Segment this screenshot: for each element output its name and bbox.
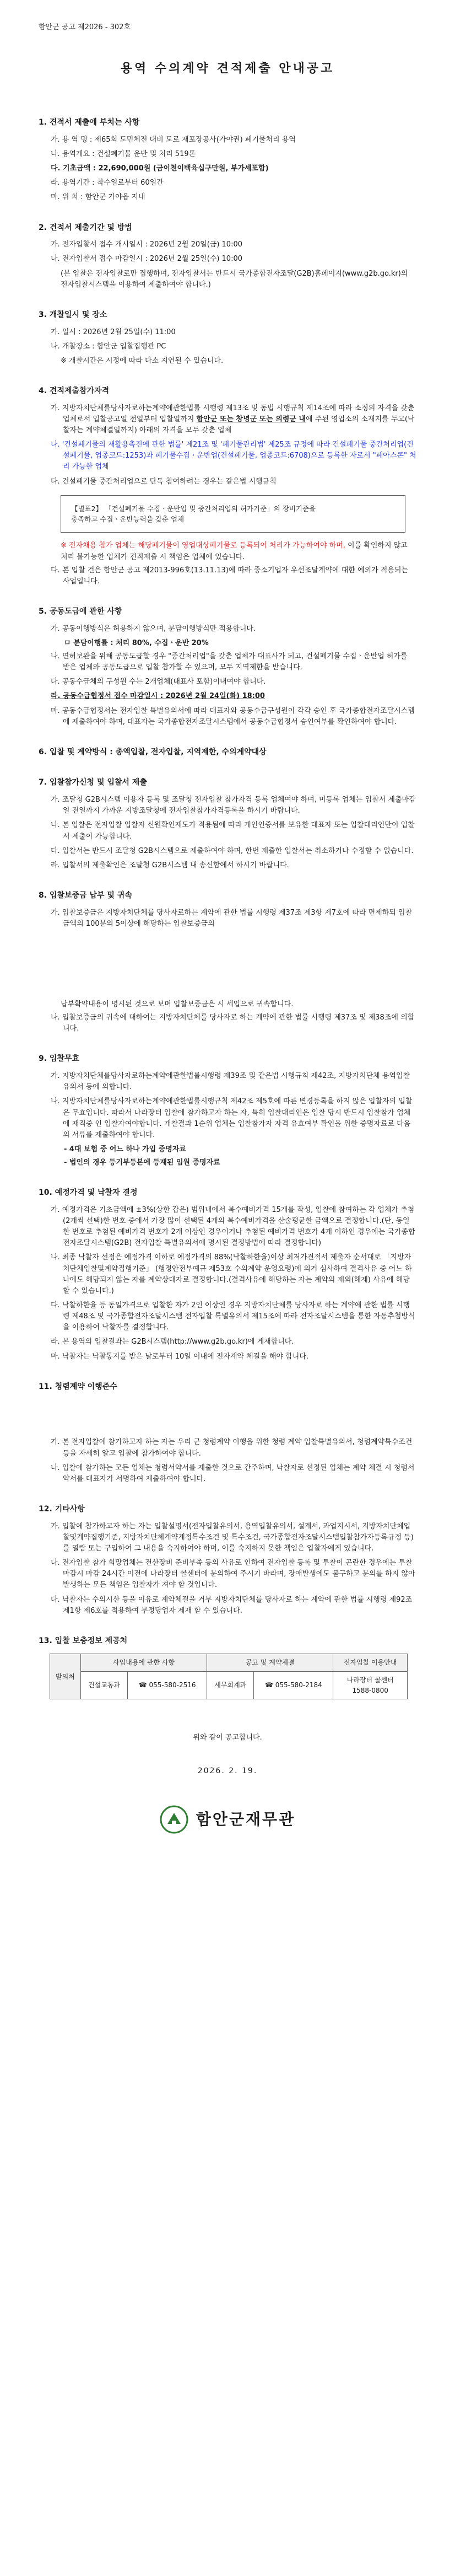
section-2 bbox=[39, 222, 416, 291]
sub-item: - 법인의 경우 등기부등본에 등재된 임원 증명자료 bbox=[64, 1158, 220, 1167]
criteria-line: 【별표2】 「건설폐기물 수집ㆍ운반업 및 중간처리업의 허가기준」의 장비기준을 bbox=[71, 504, 316, 513]
table-cell bbox=[333, 1672, 408, 1699]
blank-gap bbox=[39, 933, 416, 999]
list-item: 가. 용 역 명 : 제65회 도민체전 대비 도로 재포장공사(가야권) 폐기물처리 용역 bbox=[51, 135, 296, 144]
list-item: 가. 입찰에 참가하고자 하는 자는 입찰설명서(전자입찰유의서, 용역입찰유의서, 설계서, 과업지시서, 지방자치단체입찰및계약집행기준, 지방자치단체계약계정특수조건 및 특수조건, 국가종합전자조달시스템입찰참가자등록규정 등)를 열람 또는 구입하여 그 내용을 숙지하여야 하며, 이를 숙지하지 못한 책임은 입찰자에게 있습니다. bbox=[51, 1522, 414, 1553]
list-item: 나. 입찰에 참가하는 모든 업체는 청렴서약서를 제출한 것으로 간주하며, 낙찰자로 선정된 업체는 계약 체결 시 청렴서약서를 대표자가 서명하여 제출하여야 합니다. bbox=[51, 1463, 415, 1483]
section-7 bbox=[39, 777, 416, 871]
note-text: ※ 개찰시간은 시정에 따라 다소 지연될 수 있습니다. bbox=[61, 356, 224, 365]
warning-note bbox=[39, 540, 416, 562]
qualification-text: 가. 지방자치단체를당사자로하는계약에관한법률 시행령 제13조 및 동법 시행규칙 제14조에 따라 소정의 자격을 갖춘 업체로서 입찰공고일 전일부터 입찰일까지 bbox=[51, 404, 415, 423]
table-cell: 공고 및 계약체결 bbox=[207, 1654, 333, 1672]
signature-block bbox=[39, 1805, 416, 1834]
list-item: 납부확약내용이 명시된 것으로 보며 입찰보증금은 시 세입으로 귀속합니다. bbox=[61, 1000, 294, 1008]
list-item: 나. 전자입찰 참가 희망업체는 전산장비 준비부족 등의 사유로 인하여 전자입찰 등록 및 투찰이 곤란한 경우에는 투찰마감시 마감 24시간 이전에 나라장터 콜센터에 문의하여 주시기 바라며, 장애발생에도 불구하고 문의를 하지 않아 발생하는 모든 책임은 입찰자가 져야 할 것입니다. bbox=[51, 1559, 415, 1590]
list-item: 다. 낙찰자는 수의시산 등을 이유로 계약체결을 거부 지방자치단체를 당사자로 하는 계약에 관한 법률 시행령 제92조 제1항 제6호를 적용하여 부정당업자 제재 할 수 있습니다. bbox=[51, 1595, 413, 1615]
note-text: (본 입찰은 전자입찰로만 집행하며, 전자입찰서는 반드시 국가종합전자조달(G2B)홈페이지(www.g2b.go.kr)의 전자입찰시스템을 이용하여 제출하여야 합니다.) bbox=[61, 269, 408, 289]
table-cell: ☎ 055-580-2184 bbox=[254, 1672, 333, 1699]
section-12 bbox=[39, 1504, 416, 1617]
section-6 bbox=[39, 747, 416, 759]
list-item: 가. 공동이행방식은 허용하지 않으며, 분담이행방식만 적용합니다. bbox=[51, 624, 256, 633]
section-heading: 1. 견적서 제출에 부치는 사항 bbox=[39, 118, 140, 127]
list-item: 다. 건설폐기물 중간처리업으로 단독 참여하려는 경우는 같은법 시행규칙 bbox=[51, 477, 277, 486]
table-cell: 사업내용에 관한 사항 bbox=[80, 1654, 207, 1672]
contact-table bbox=[50, 1654, 408, 1699]
qualification-text: 에 주된 영업소의 소재지를 두고(낙찰자는 계약체결일까지) 아래의 자격을 모두 갖춘 업체 bbox=[63, 415, 415, 434]
list-item: 다. 입찰서는 반드시 조달청 G2B시스템으로 제출하여야 하며, 한번 제출한 입찰서는 취소하거나 수정할 수 없습니다. bbox=[51, 846, 414, 855]
section-heading: 3. 개찰일시 및 장소 bbox=[39, 310, 107, 319]
contact-phone: 1588-0800 bbox=[352, 1686, 388, 1694]
list-item: 나. 면허보완을 위해 공동도급할 경우 "중간처리업"을 갖춘 업체가 대표사가 되고, 건설폐기물 수집ㆍ운반업 허가를 받은 업체와 공동도급으로 입찰 참가할 수 있으며, 모두 지역제한을 받습니다. bbox=[51, 652, 408, 672]
section-9 bbox=[39, 1053, 416, 1168]
section-10 bbox=[39, 1187, 416, 1362]
section-1 bbox=[39, 117, 416, 203]
section-heading: 7. 입찰참가신청 및 입찰서 제출 bbox=[39, 778, 147, 787]
table-cell: 세무회계과 bbox=[207, 1672, 254, 1699]
list-item: 다. 낙찰하한율 등 동일가격으로 입찰한 자가 2인 이상인 경우 지방자치단체를 당사자로 하는 계약에 관한 법률 시행령 제48조 및 국가종합전자조달시스템 전자입찰 특별유의서 제15조에 따라 전자조달시스템을 통한 자동추첨방식을 이용하여 낙찰자를 결정합니다. bbox=[51, 1301, 415, 1332]
doc-number: 함안군 공고 제2026 - 302호 bbox=[39, 23, 131, 31]
list-item: 다. 기초금액 : 22,690,000원 (금이천이백육십구만원, 부가세포함) bbox=[51, 164, 269, 173]
table-cell: 건설교통과 bbox=[80, 1672, 127, 1699]
issuer-name: 함안군재무관 bbox=[196, 1810, 296, 1829]
section-heading: 8. 입찰보증금 납부 및 귀속 bbox=[39, 891, 132, 900]
table-row bbox=[50, 1654, 408, 1672]
section-heading: 13. 입찰 보충정보 제공처 bbox=[39, 1636, 128, 1645]
contact-name: 나라장터 콜센터 bbox=[346, 1676, 394, 1684]
list-item: 가. 일시 : 2026년 2월 25일(수) 11:00 bbox=[51, 328, 176, 336]
criteria-box bbox=[61, 495, 405, 533]
warning-text: ※ 전자채용 참가 업체는 해당폐기물이 영업대상폐기물로 등록되어 처리가 가능하여야 하며, bbox=[61, 541, 345, 550]
sub-item: ㅁ 분담이행률 : 처리 80%, 수집ㆍ운반 20% bbox=[64, 638, 209, 647]
list-item: 나. 개찰장소 : 함안군 입찰집행관 PC bbox=[51, 342, 166, 351]
list-item: 다. 공동수급체의 구성원 수는 2개업체(대표사 포함)이내여야 합니다. bbox=[51, 678, 266, 686]
section-heading: 5. 공동도급에 관한 사항 bbox=[39, 607, 122, 616]
table-row bbox=[50, 1672, 408, 1699]
section-heading: 12. 기타사항 bbox=[39, 1504, 85, 1514]
section-8 bbox=[39, 890, 416, 1034]
list-item: 다. 본 입찰 건은 함안군 공고 제2013-996호(13.11.13)에 따라 중소기업자 우선조달계약에 대한 예외가 적용되는 사업입니다. bbox=[51, 566, 408, 586]
criteria-line: 충족하고 수집ㆍ운반능력을 갖춘 업체 bbox=[71, 515, 185, 524]
section-heading: 9. 입찰무효 bbox=[39, 1054, 80, 1064]
section-13 bbox=[39, 1635, 416, 1699]
list-item: 나. 전자입찰서 접수 마감일시 : 2026년 2월 25일(수) 10:00 bbox=[51, 255, 243, 264]
list-item: 가. 본 전자입찰에 참가하고자 하는 자는 우리 군 청렴계약 이행을 위한 청렴 계약 입찰특별유의서, 청렴계약특수조건 등을 자세히 알고 입찰에 참가하여야 합니다. bbox=[51, 1438, 413, 1458]
list-item: 가. 입찰보증금은 지방자치단체를 당사자로하는 계약에 관한 법률 시행령 제37조 제3항 제7호에 따라 면제하되 입찰금액의 100분의 5이상에 해당하는 입찰보증금의 bbox=[51, 908, 413, 928]
section-heading: 4. 견적제출참가자격 bbox=[39, 386, 110, 395]
section-heading: 6. 입찰 및 계약방식 : 총액입찰, 전자입찰, 지역제한, 수의계약대상 bbox=[39, 747, 267, 756]
sub-item: - 4대 보험 중 어느 하나 가입 증명자료 bbox=[64, 1145, 186, 1153]
issue-date: 2026. 2. 19. bbox=[197, 1767, 258, 1776]
list-item: 가. 조달청 G2B시스템 이용자 등록 및 조달청 전자입찰 참가자격 등록 업체여야 하며, 미등록 업체는 입찰서 제출마감일 전일까지 가까운 지방조달청에 전자입찰참가자격등록을 하시기 바랍니다. bbox=[51, 796, 416, 815]
table-cell: 발의처 bbox=[50, 1654, 81, 1699]
blank-gap bbox=[39, 1398, 416, 1437]
list-item: 마. 위 치 : 함안군 가야읍 지내 bbox=[51, 193, 145, 202]
list-item: 나. 용역개요 : 건설폐기물 운반 및 처리 519톤 bbox=[51, 150, 196, 159]
list-item: 마. 공동수급협정서는 전자입찰 특별유의서에 따라 대표자와 공동수급구성원이 각각 승인 후 국가종합전자조달시스템에 제출하여야 하며, 대표자는 국가종합전자조달시스템에서 공동수급협정서 승인여부를 확인하여야 합니다. bbox=[51, 706, 415, 726]
list-item: 나. 최종 낙찰자 선정은 예정가격 이하로 예정가격의 88%(낙찰하한율)이상 최저가견적서 제출자 순서대로 「지방자치단체입찰및계약집행기준」 (행정안전부예규 제53호 수의계약 운영요령)에 의거 심사하여 결격사유 중 어느 하나에도 해당되지 않는 자를 계약상대자로 결정합니다.(결격사유에 해당하는 자는 계약의 제외(해제) 사유에 해당할 수 있습니다.) bbox=[51, 1253, 412, 1295]
section-heading: 11. 청렴계약 이행준수 bbox=[39, 1382, 117, 1391]
page-title: 용역 수의계약 견적제출 안내공고 bbox=[120, 62, 335, 76]
section-3 bbox=[39, 309, 416, 367]
county-emblem-icon bbox=[160, 1805, 188, 1834]
section-4 bbox=[39, 385, 416, 587]
section-heading: 10. 예정가격 및 낙찰자 결정 bbox=[39, 1188, 138, 1198]
list-item bbox=[44, 403, 416, 436]
table-cell: 전자입찰 이용안내 bbox=[333, 1654, 408, 1672]
list-item: 라. 공동수급협정서 접수 마감일시 : 2026년 2월 24일(화) 18:00 bbox=[51, 692, 265, 701]
list-item: 나. 입찰보증금의 귀속에 대하여는 지방자치단체를 당사자로 하는 계약에 관한 법률 시행령 제37조 및 제38조에 의합니다. bbox=[51, 1013, 415, 1033]
list-item: 가. 예정가격은 기초금액에 ±3%(상한 갑은) 범위내에서 복수예비가격 15개를 작성, 입찰에 참여하는 각 업체가 추첨(2개씩 선택)한 번호 중에서 가장 많이 선택된 4개의 복수예비가격을 산술평균한 금액으로 결정합니다.(단, 동일한 번호로 추첨된 예비가격 번호가 2개 이상인 경우이거나 추첨된 예비가격 번호가 4개 이하인 경우에는 국가종합전자조달시스템(G2B) 전자입찰 특별유의서에 명시된 결정방법에 따라 결정합니다) bbox=[51, 1205, 415, 1248]
table-cell: ☎ 055-580-2516 bbox=[128, 1672, 207, 1699]
section-11 bbox=[39, 1381, 416, 1485]
list-item: 가. 지방자치단체를당사자로하는계약에관한법률시행령 제39조 및 같은법 시행규칙 제42조, 지방자치단체 용역입찰유의서 등에 의합니다. bbox=[51, 1072, 410, 1092]
section-heading: 2. 견적서 제출기간 및 방법 bbox=[39, 223, 132, 232]
region-highlight: 함안군 또는 창녕군 또는 의령군 내 bbox=[196, 415, 306, 423]
list-item: 라. 입찰서의 제출확인은 조달청 G2B시스템 내 송신함에서 하시기 바랍니다. bbox=[51, 861, 289, 870]
section-5 bbox=[39, 606, 416, 728]
list-item: 가. 전자입찰서 접수 개시일시 : 2026년 2월 20일(금) 10:00 bbox=[51, 240, 243, 249]
list-item: 라. 본 용역의 입찰결과는 G2B시스템(http://www.g2b.go.kr)에 게재합니다. bbox=[51, 1338, 294, 1346]
list-item: 나. 본 입찰은 전자입찰 입찰자 신원확인제도가 적용됨에 따라 개인인증서를 보유한 대표자 또는 입찰대리인만이 입찰서 제출이 가능합니다. bbox=[51, 821, 415, 841]
warning-text: 이를 확인하지 않고 처리 불가능한 업체가 견적제출 시 책임은 업체에 있습니다. bbox=[61, 541, 408, 561]
list-item: 마. 낙찰자는 낙찰통지를 받은 날로부터 10일 이내에 전자계약 체결을 해야 합니다. bbox=[51, 1352, 308, 1361]
closing-text: 위와 같이 공고합니다. bbox=[193, 1734, 262, 1742]
list-item: 나. 지방자치단체를당사자로하는계약에관한법률시행규칙 제42조 제5호에 따른 변경등록을 하지 않은 입찰자의 입찰은 무효입니다. 따라서 나라장터 입찰에 참가하고자 하는 자, 특히 입찰대리인은 입찰 당시 반드시 입찰참가 업체에 재직중 인 입찰자여야합니다. 개찰결과 1순위 업체는 입찰참가자 자격 유효여부 확인을 위한 증명자료로 다음의 서류를 제출하여야 합니다. bbox=[51, 1097, 413, 1139]
list-item: 나. '건설폐기물의 재활용촉진에 관한 법률' 제21조 및 '폐기물관리법' 제25조 규정에 따라 건설폐기물 중간처리업(건설폐기물, 업종코드:1253)과 폐기물수집ㆍ운반업(건설폐기물, 업종코드:6708)으로 등록한 자로서 "폐아스콘" 처리 가능한 업체 bbox=[51, 441, 416, 471]
list-item: 라. 용역기간 : 착수일로부터 60일간 bbox=[51, 179, 164, 187]
